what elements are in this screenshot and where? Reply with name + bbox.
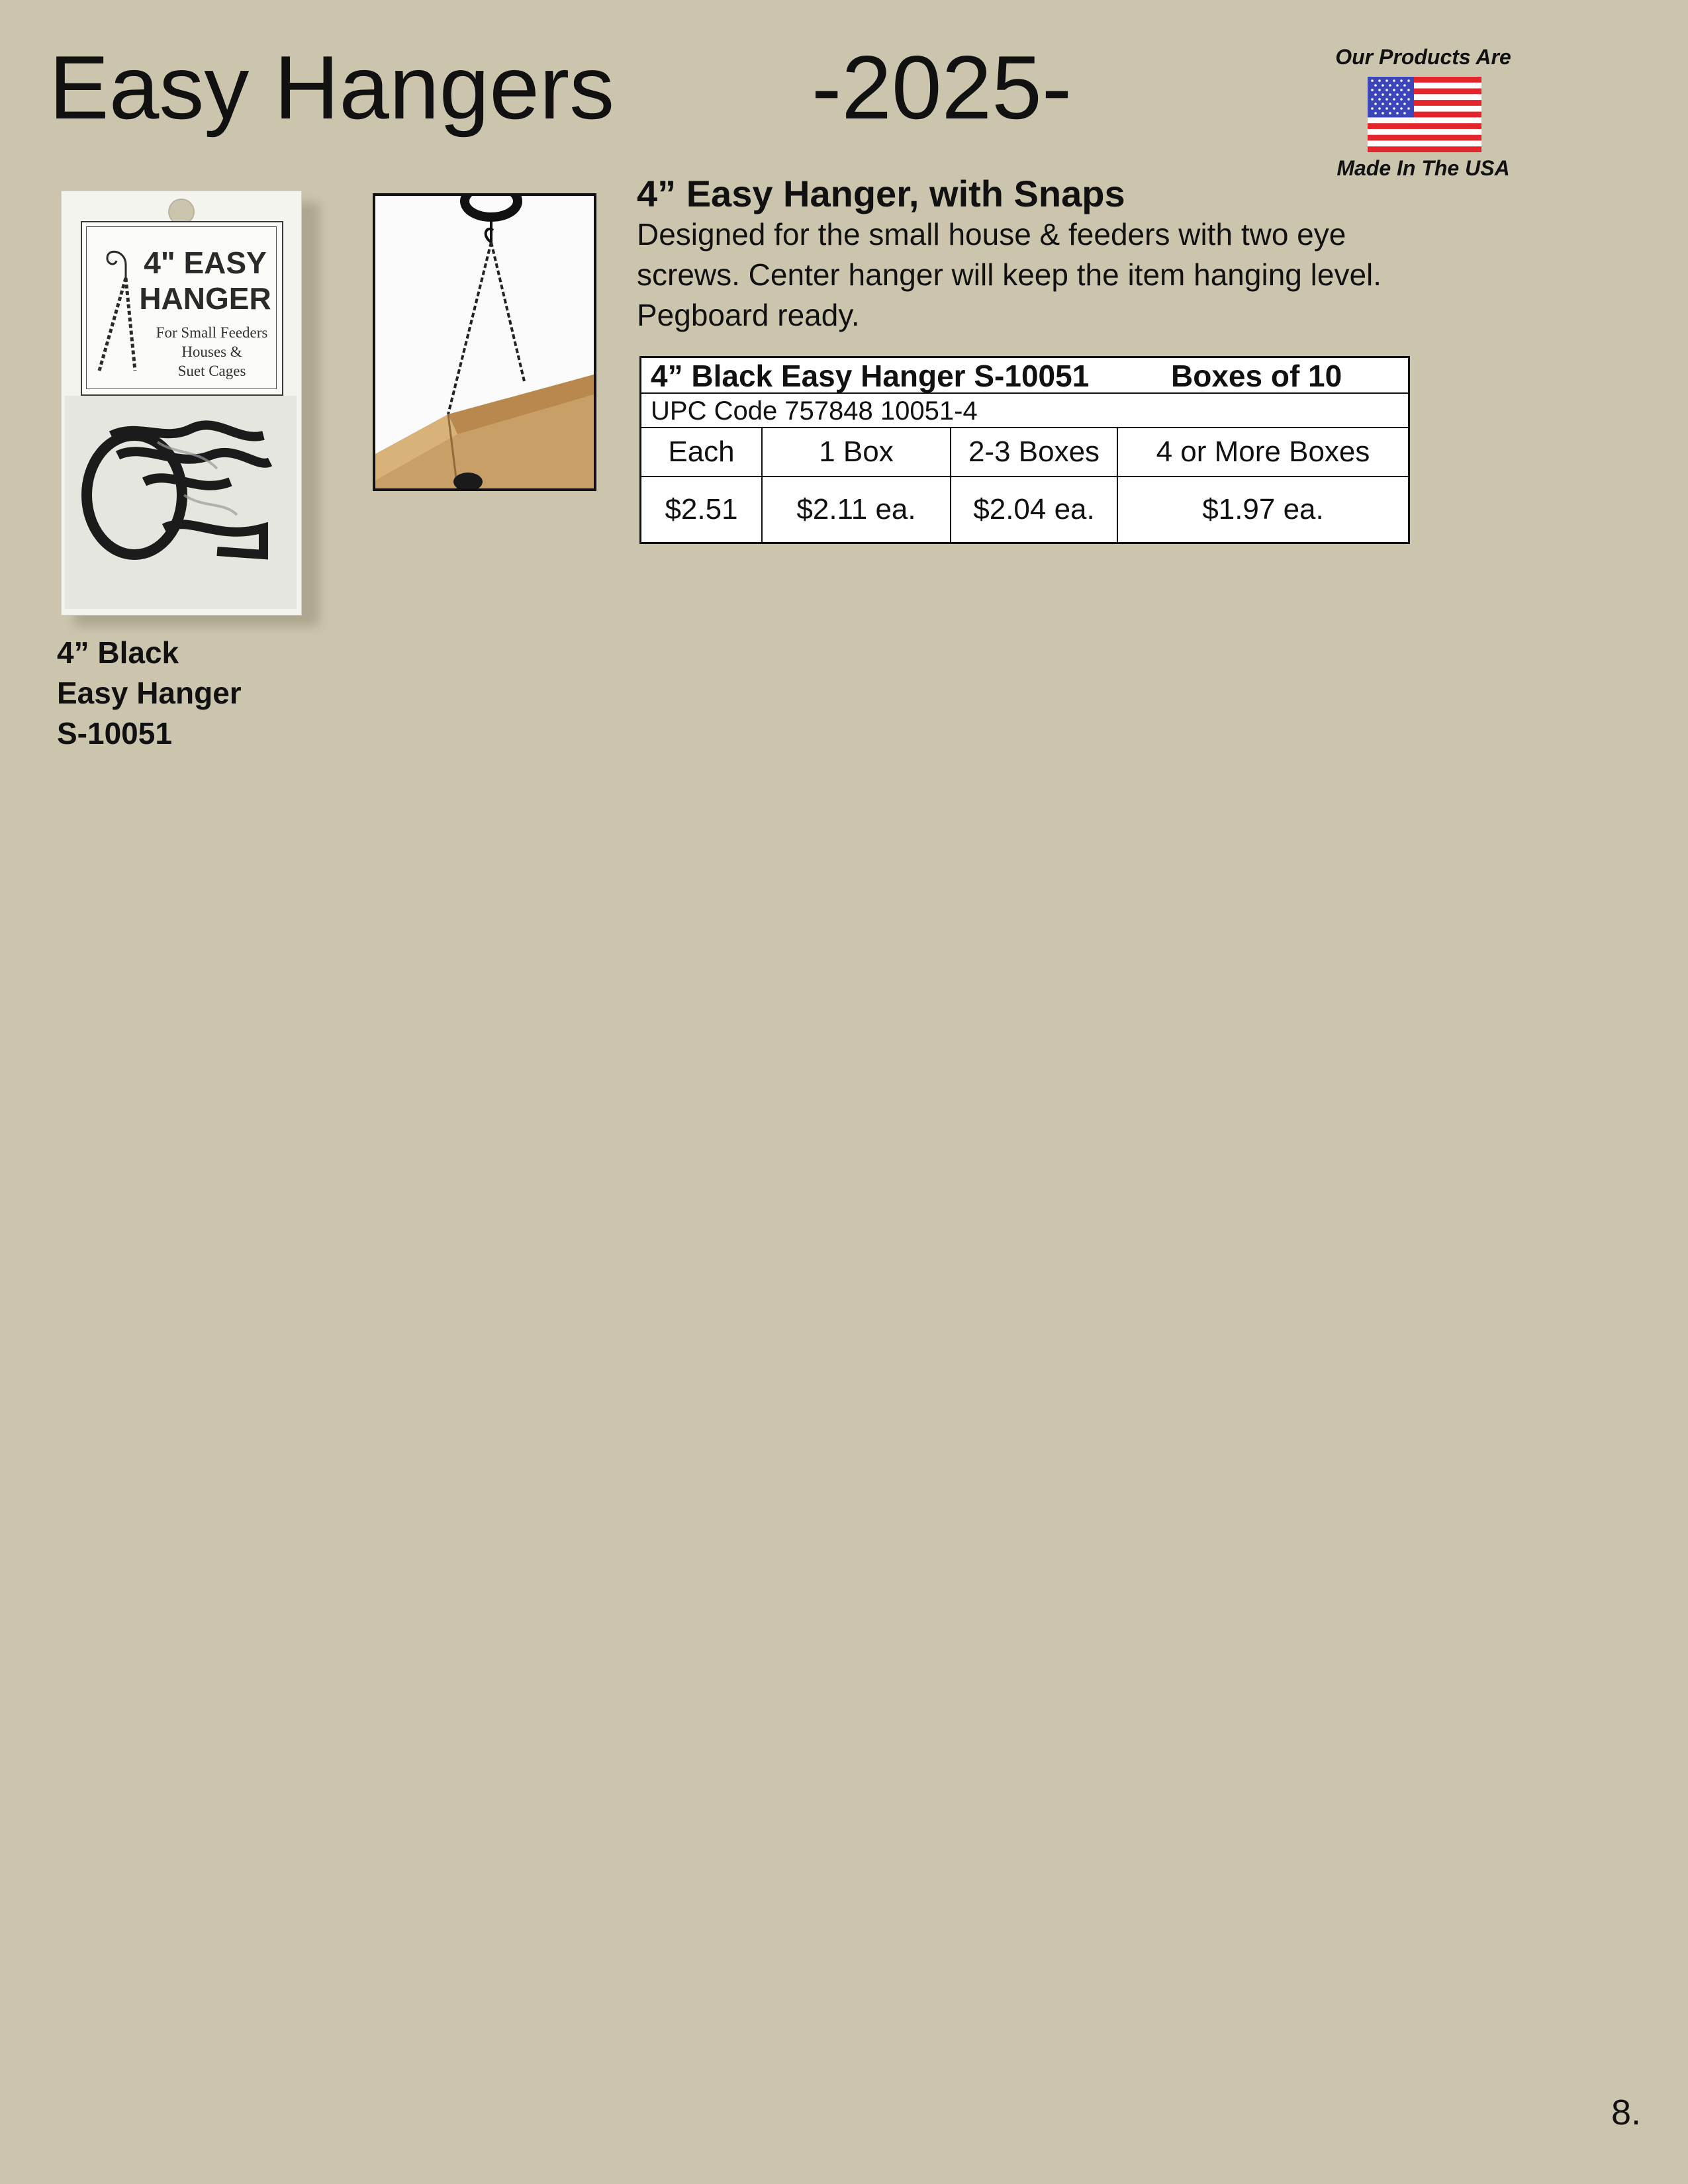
price-cell: $2.51: [665, 493, 738, 525]
price-cell: $1.97 ea.: [1202, 493, 1324, 525]
page-number: 8.: [1611, 2093, 1642, 2132]
price-table-box-size: Boxes of 10: [1171, 359, 1342, 393]
package-card-title: [132, 245, 278, 316]
column-header: 1 Box: [819, 435, 894, 468]
product-photo: [373, 193, 596, 491]
price-cell: $2.11 ea.: [796, 493, 916, 525]
hanger-chain-in-bag-icon: [65, 396, 297, 609]
price-table-column-row: [641, 428, 1408, 477]
package-card-line: HANGER: [139, 281, 271, 316]
package-card-line: 4" EASY: [144, 246, 267, 280]
column-header: 4 or More Boxes: [1156, 435, 1370, 468]
column-header: Each: [668, 435, 735, 468]
product-title: 4” Easy Hanger, with Snaps: [637, 173, 1125, 214]
year-label: -2025-: [812, 37, 1072, 138]
american-flag-icon: [1368, 77, 1481, 152]
usa-badge-bottom-text: Made In The USA: [1336, 156, 1510, 180]
column-header: 2-3 Boxes: [968, 435, 1100, 468]
price-cell: $2.04 ea.: [973, 493, 1095, 525]
package-card-subline: Suet Cages: [177, 363, 246, 379]
table-divider: [950, 428, 951, 542]
table-divider: [1117, 428, 1118, 542]
package-card-subtitle: [147, 323, 277, 381]
package-caption: [57, 633, 242, 754]
package-card-subline: Houses &: [181, 343, 242, 360]
table-divider: [761, 428, 763, 542]
upc-code: UPC Code 757848 10051-4: [651, 396, 978, 426]
package-caption-line: 4” Black: [57, 635, 179, 670]
product-description: Designed for the small house & feeders with two eye screws. Center hanger will keep the item hanging level. Pegboard ready.: [637, 217, 1382, 332]
price-table: [639, 356, 1410, 544]
price-table-price-row: [641, 477, 1408, 542]
package-card-subline: For Small Feeders: [156, 324, 268, 341]
price-table-header-row: [641, 358, 1408, 394]
page-title: Easy Hangers: [49, 37, 615, 138]
hanger-on-birdhouse-icon: [375, 196, 594, 488]
usa-badge-top-text: Our Products Are: [1335, 45, 1511, 69]
price-table-product-name: 4” Black Easy Hanger S-10051: [651, 359, 1090, 393]
package-caption-line: S-10051: [57, 716, 172, 751]
price-table-upc-row: [641, 394, 1408, 428]
package-caption-line: Easy Hanger: [57, 676, 242, 710]
